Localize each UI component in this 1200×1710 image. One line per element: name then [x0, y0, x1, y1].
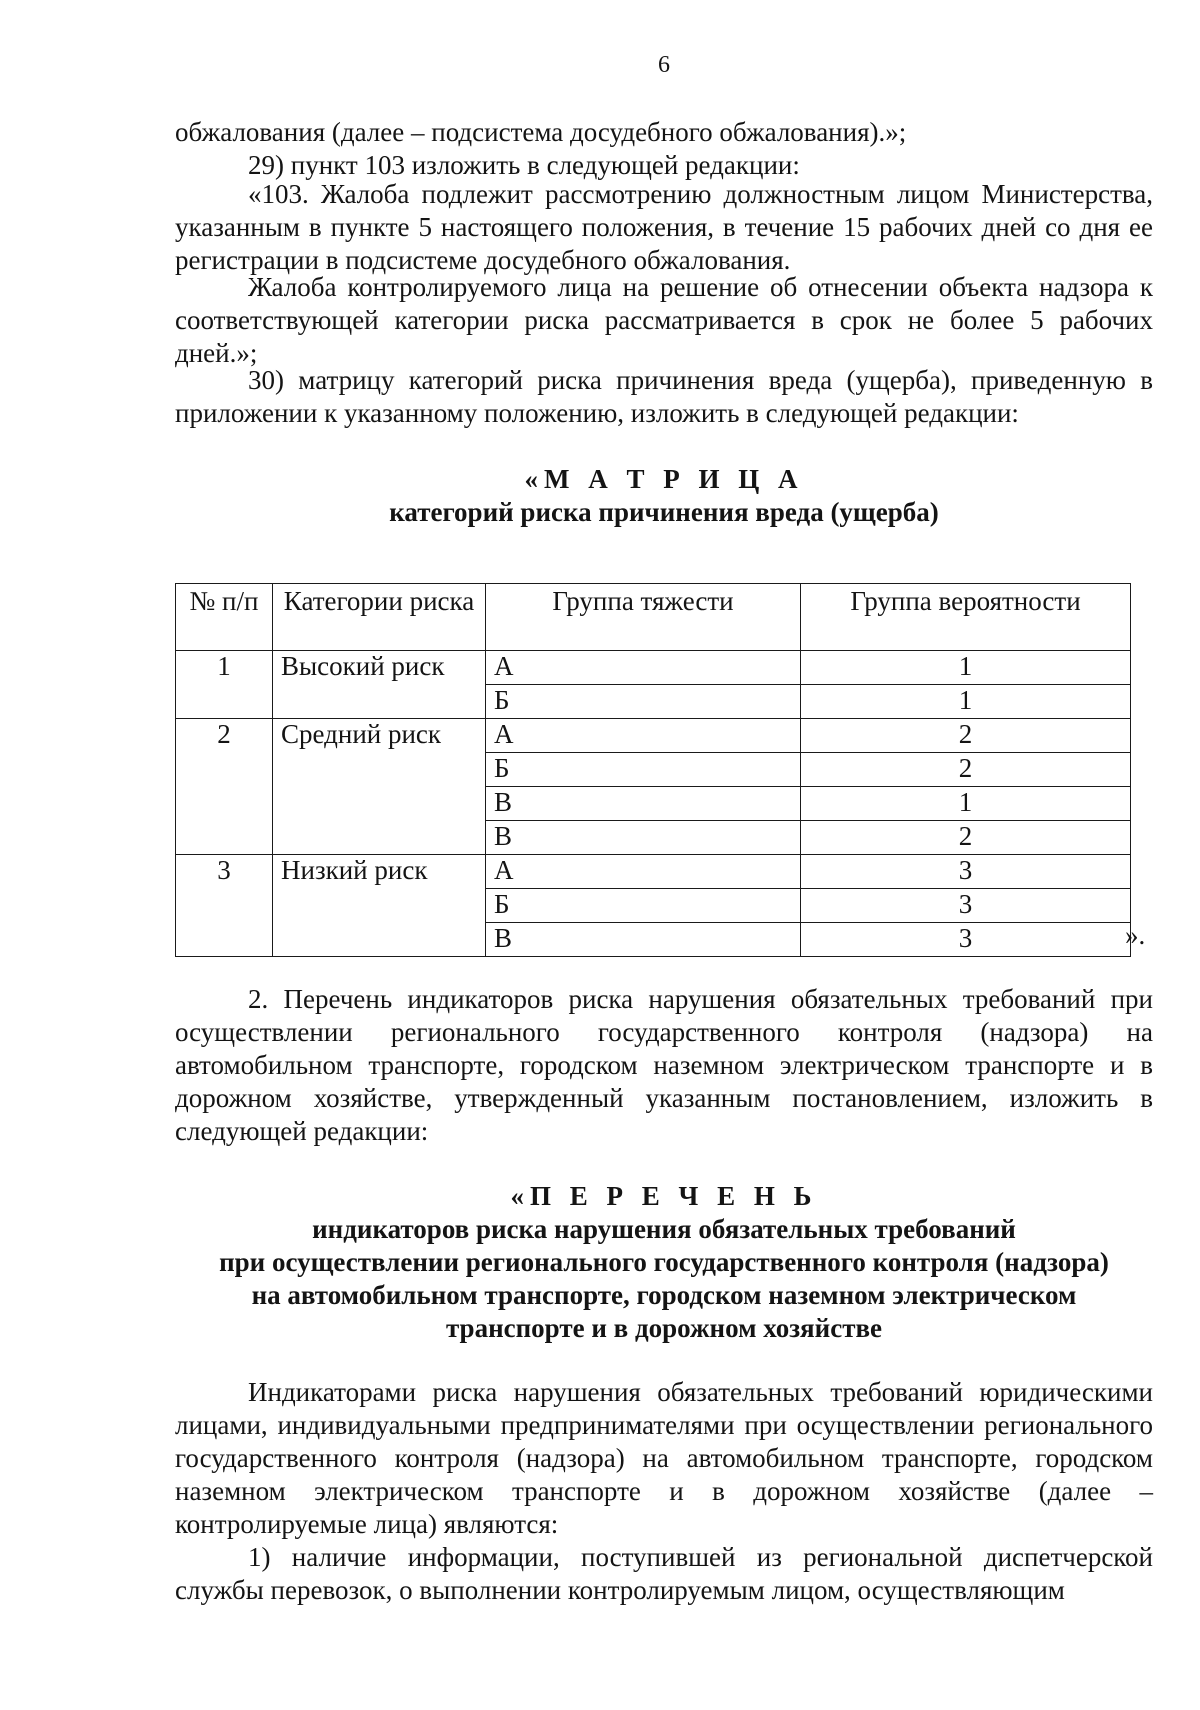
list-subtitle-line-3: на автомобильном транспорте, городском наземном электрическом: [251, 1280, 1077, 1310]
table-row: [176, 719, 1131, 753]
risk-group-number: 2: [176, 719, 273, 855]
severity-group: Б: [486, 753, 801, 787]
probability-group: 1: [801, 787, 1131, 821]
paragraph-point-103: «103. Жалоба подлежит рассмотрению должностным лицом Министерства, указанным в пункте 5 настоящего положения, в течение 15 рабочих дней со дня ее регистрации в подсистеме досудебного обжалования.: [175, 179, 1153, 275]
severity-group: А: [486, 651, 801, 685]
risk-category: Средний риск: [273, 719, 486, 855]
severity-group: В: [486, 923, 801, 957]
paragraph-continuation: обжалования (далее – подсистема досудебного обжалования).»;: [175, 117, 907, 147]
table-closing-quote: ».: [1125, 920, 1146, 950]
severity-group: А: [486, 855, 801, 889]
severity-group: В: [486, 787, 801, 821]
header-severity: Группа тяжести: [486, 584, 801, 651]
list-subtitle-line-2: при осуществлении регионального государственного контроля (надзора): [219, 1247, 1109, 1277]
severity-group: А: [486, 719, 801, 753]
table-header-row: [176, 584, 1131, 651]
probability-group: 2: [801, 753, 1131, 787]
severity-group: В: [486, 821, 801, 855]
probability-group: 3: [801, 855, 1131, 889]
header-category: Категории риска: [273, 584, 486, 651]
severity-group: Б: [486, 889, 801, 923]
list-subtitle-line-4: транспорте и в дорожном хозяйстве: [445, 1313, 883, 1343]
risk-category: Низкий риск: [273, 855, 486, 957]
probability-group: 3: [801, 923, 1131, 957]
risk-group-number: 1: [176, 651, 273, 719]
risk-matrix-table: [175, 583, 1131, 957]
paragraph-indicators: Индикаторами риска нарушения обязательных требований юридическими лицами, индивидуальными предпринимателями при осуществлении регионального государственного контроля (надзора) на автомобильном транспорте, городском наземном электрическом транспорте и в дорожном хозяйстве (далее – контролируемые лица) являются:: [175, 1377, 1153, 1539]
paragraph-indicator-1: 1) наличие информации, поступившей из региональной диспетчерской службы перевозок, о выполнении контролируемым лицом, осуществляющим: [175, 1542, 1153, 1605]
paragraph-item-2: 2. Перечень индикаторов риска нарушения обязательных требований при осуществлении регионального государственного контроля (надзора) на автомобильном транспорте, городском наземном электрическом транспорте и в дорожном хозяйстве, утвержденный указанным постановлением, изложить в следующей редакции:: [175, 984, 1153, 1146]
matrix-subtitle: категорий риска причинения вреда (ущерба): [389, 497, 939, 527]
probability-group: 2: [801, 821, 1131, 855]
probability-group: 3: [801, 889, 1131, 923]
risk-category: Высокий риск: [273, 651, 486, 719]
probability-group: 1: [801, 651, 1131, 685]
list-title: «П Е Р Е Ч Е Н Ь: [510, 1181, 818, 1211]
table-row: [176, 651, 1131, 685]
risk-group-number: 3: [176, 855, 273, 957]
probability-group: 1: [801, 685, 1131, 719]
table-row: [176, 855, 1131, 889]
paragraph-item-29: 29) пункт 103 изложить в следующей редакции:: [248, 150, 800, 180]
matrix-title: «М А Т Р И Ц А: [524, 464, 804, 494]
probability-group: 2: [801, 719, 1131, 753]
paragraph-complaint: Жалоба контролируемого лица на решение об отнесении объекта надзора к соответствующей категории риска рассматривается в срок не более 5 рабочих дней.»;: [175, 272, 1153, 368]
header-num: № п/п: [176, 584, 273, 651]
page-number: 6: [658, 52, 670, 78]
severity-group: Б: [486, 685, 801, 719]
list-subtitle-line-1: индикаторов риска нарушения обязательных требований: [312, 1214, 1016, 1244]
paragraph-item-30: 30) матрицу категорий риска причинения вреда (ущерба), приведенную в приложении к указанному положению, изложить в следующей редакции:: [175, 365, 1153, 428]
header-probability: Группа вероятности: [801, 584, 1131, 651]
